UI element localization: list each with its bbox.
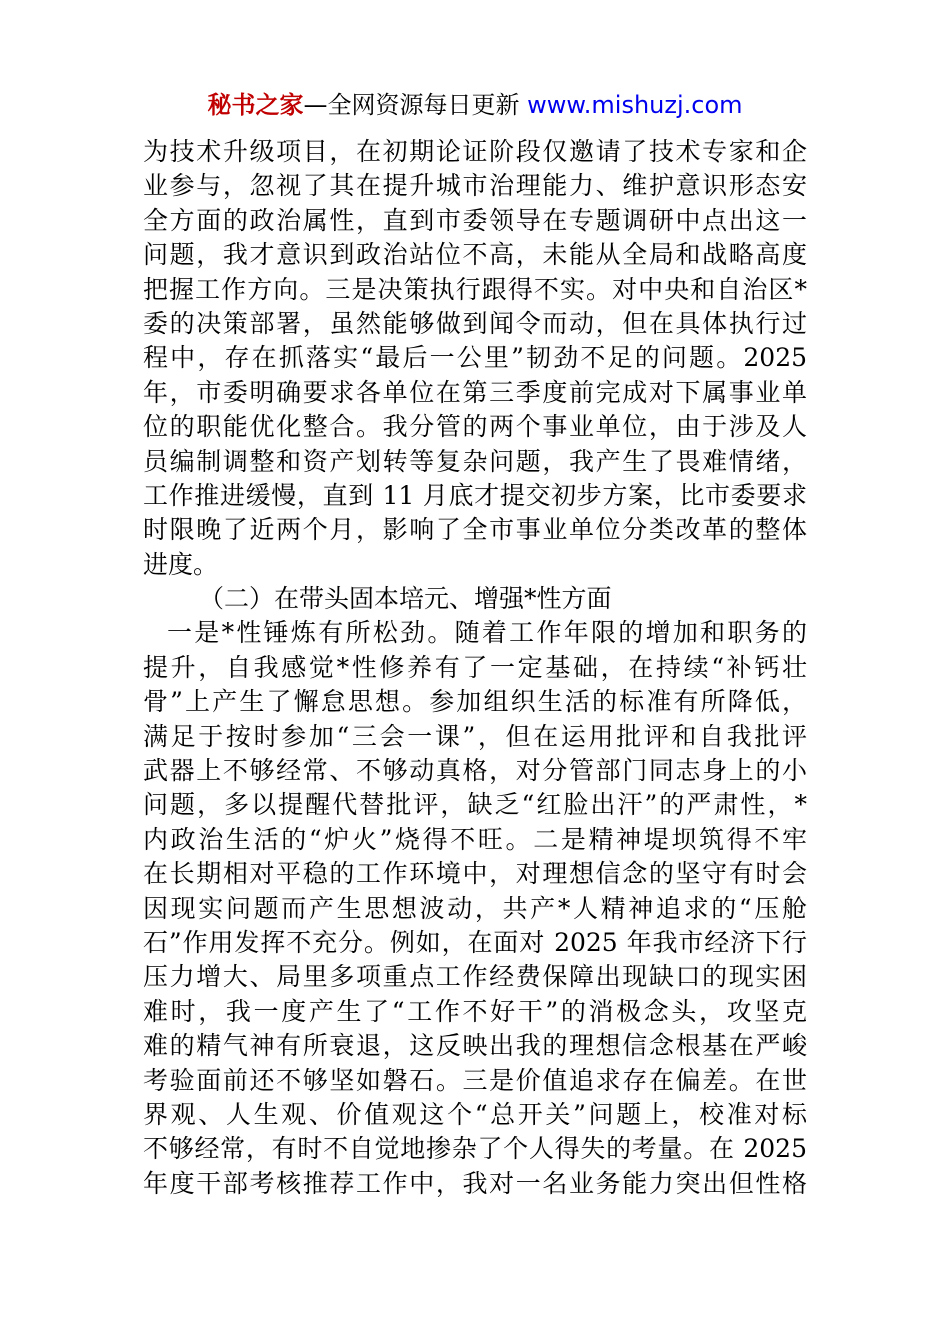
text-line: 难时，我一度产生了“工作不好干”的消极念头，攻坚克 bbox=[143, 996, 807, 1026]
text-line: 年度干部考核推荐工作中，我对一名业务能力突出但性格 bbox=[143, 1168, 807, 1198]
site-brand: 秘书之家 bbox=[207, 91, 304, 119]
text-line: 年，市委明确要求各单位在第三季度前完成对下属事业单 bbox=[143, 377, 807, 407]
text-line: 工作推进缓慢，直到 11 月底才提交初步方案，比市委要求 bbox=[143, 480, 807, 510]
text-line: 问题，我才意识到政治站位不高，未能从全局和战略高度 bbox=[143, 240, 807, 270]
text-line: 在长期相对平稳的工作环境中，对理想信念的坚守有时会 bbox=[143, 859, 807, 889]
text-line: 问题，多以提醒代替批评，缺乏“红脸出汗”的严肃性，* bbox=[143, 790, 807, 820]
text-line: 不够经常，有时不自觉地掺杂了个人得失的考量。在 2025 bbox=[143, 1134, 807, 1164]
site-url-link[interactable]: www.mishuzj.com bbox=[527, 91, 743, 119]
text-line: 因现实问题而产生思想波动，共产*人精神追求的“压舱 bbox=[143, 893, 807, 923]
text-line: 考验面前还不够坚如磐石。三是价值追求存在偏差。在世 bbox=[143, 1065, 807, 1095]
text-line: 程中，存在抓落实“最后一公里”韧劲不足的问题。2025 bbox=[143, 343, 807, 373]
text-line: 业参与，忽视了其在提升城市治理能力、维护意识形态安 bbox=[143, 171, 807, 201]
text-line: 压力增大、局里多项重点工作经费保障出现缺口的现实困 bbox=[143, 962, 807, 992]
section-heading: （二）在带头固本培元、增强*性方面 bbox=[199, 584, 612, 614]
text-line: 为技术升级项目，在初期论证阶段仅邀请了技术专家和企 bbox=[143, 137, 807, 166]
text-line: 难的精气神有所衰退，这反映出我的理想信念根基在严峻 bbox=[143, 1031, 807, 1061]
text-line: 时限晚了近两个月，影响了全市事业单位分类改革的整体 bbox=[143, 515, 807, 545]
text-line: 委的决策部署，虽然能够做到闻令而动，但在具体执行过 bbox=[143, 308, 807, 338]
site-header bbox=[0, 88, 950, 122]
text-line: 员编制调整和资产划转等复杂问题，我产生了畏难情绪， bbox=[143, 446, 807, 476]
text-line: 满足于按时参加“三会一课”，但在运用批评和自我批评 bbox=[143, 721, 807, 751]
text-line: 全方面的政治属性，直到市委领导在专题调研中点出这一 bbox=[143, 205, 807, 235]
text-line: 界观、人生观、价值观这个“总开关”问题上，校准对标 bbox=[143, 1099, 807, 1129]
text-line: 把握工作方向。三是决策执行跟得不实。对中央和自治区* bbox=[143, 274, 807, 304]
text-line: 武器上不够经常、不够动真格，对分管部门同志身上的小 bbox=[143, 756, 807, 786]
text-line: 进度。 bbox=[143, 549, 219, 579]
text-line: 骨”上产生了懈怠思想。参加组织生活的标准有所降低， bbox=[143, 687, 807, 717]
text-line: 一是*性锤炼有所松劲。随着工作年限的增加和职务的 bbox=[167, 618, 807, 648]
text-line: 石”作用发挥不充分。例如，在面对 2025 年我市经济下行 bbox=[143, 927, 807, 957]
document-body bbox=[143, 135, 807, 1201]
text-line: 内政治生活的“炉火”烧得不旺。二是精神堤坝筑得不牢 bbox=[143, 824, 807, 854]
text-line: 提升，自我感觉*性修养有了一定基础，在持续“补钙壮 bbox=[143, 652, 807, 682]
text-line: 位的职能优化整合。我分管的两个事业单位，由于涉及人 bbox=[143, 412, 807, 442]
site-tagline: —全网资源每日更新 bbox=[303, 91, 528, 119]
